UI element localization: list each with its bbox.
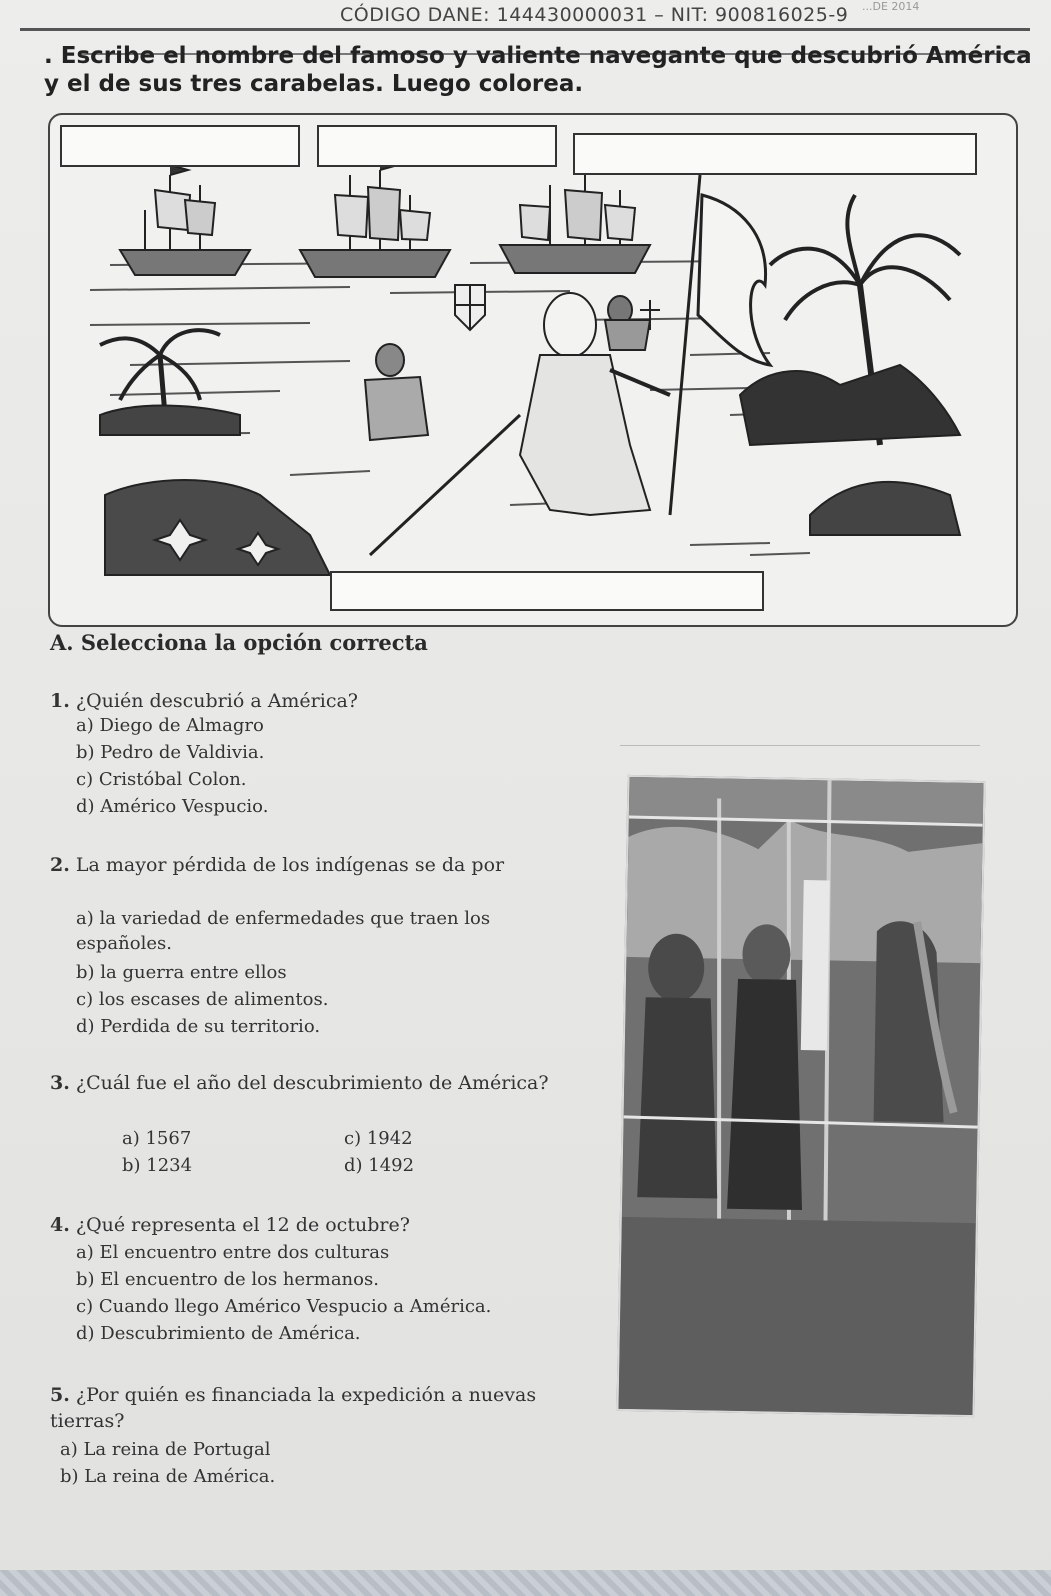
q4-option-d[interactable]: d) Descubrimiento de América. [76,1323,361,1344]
foliage-drawing [105,480,330,575]
question-5 [50,1382,570,1434]
q3-option-a[interactable]: a) 1567 [122,1128,192,1149]
columbus-landing-illustration [48,113,1018,627]
q4-option-b[interactable]: b) El encuentro de los hermanos. [76,1269,379,1290]
question-2 [50,852,570,878]
q2-option-a[interactable]: a) la variedad de enfermedades que traen los españoles. [76,908,491,954]
q1-option-a[interactable]: a) Diego de Almagro [76,715,264,736]
q3-option-b[interactable]: b) 1234 [122,1155,193,1176]
caravel-1-drawing [120,165,250,275]
left-palm-drawing [100,330,240,435]
q2-option-d[interactable]: d) Perdida de su territorio. [76,1016,321,1037]
q2-option-b[interactable]: b) la guerra entre ellos [76,962,287,983]
question-number: 5. [50,1384,70,1406]
question-4 [50,1212,410,1238]
palm-trees-drawing [740,195,960,535]
navigator-name-box[interactable] [330,571,764,611]
ship-name-box-2[interactable] [317,125,557,167]
question-text: ¿Cuál fue el año del descubrimiento de América? [75,1072,549,1094]
question-number: 1. [50,690,70,712]
q3-option-c[interactable]: c) 1942 [344,1128,413,1149]
q4-option-c[interactable]: c) Cuando llego Américo Vespucio a América. [76,1296,492,1317]
school-code-header: CÓDIGO DANE: 144430000031 – NIT: 900816025-9 [340,4,849,26]
section-a-title: A. Selecciona la opción correcta [50,630,428,655]
question-number: 2. [50,854,70,876]
q1-option-d[interactable]: d) Américo Vespucio. [76,796,269,817]
caravel-3-drawing [500,170,650,273]
encounter-photo-drawing [619,777,984,1415]
q1-option-c[interactable]: c) Cristóbal Colon. [76,769,247,790]
monk-drawing [605,296,660,350]
kneeling-soldier-drawing [365,344,428,440]
q2-option-c[interactable]: c) los escases de alimentos. [76,989,329,1010]
encounter-photo [616,775,985,1417]
caravel-2-drawing [300,160,450,277]
shield-drawing [455,285,485,330]
illustration-drawing [50,115,1016,625]
faded-header-text: ...DE 2014 [862,0,920,13]
paper-edge-line [620,745,980,754]
question-text: ¿Quién descubrió a América? [75,690,358,712]
question-number: 4. [50,1214,70,1236]
ship-name-box-1[interactable] [60,125,300,167]
ship-name-box-3[interactable] [573,133,977,175]
q3-option-d[interactable]: d) 1492 [344,1155,415,1176]
q5-option-a[interactable]: a) La reina de Portugal [60,1439,271,1460]
question-text: ¿Qué representa el 12 de octubre? [75,1214,410,1236]
question-text: La mayor pérdida de los indígenas se da por [75,854,505,876]
activity-instruction: . Escribe el nombre del famoso y valiente navegante que descubrió América y el de sus tres carabelas. Luego colorea. [44,43,1032,97]
question-text: ¿Por quién es financiada la expedición a nuevas tierras? [50,1384,537,1432]
question-3 [50,1070,570,1096]
q1-option-b[interactable]: b) Pedro de Valdivia. [76,742,265,763]
header-rule [20,28,1030,31]
question-1 [50,688,358,714]
q5-option-b[interactable]: b) La reina de América. [60,1466,276,1487]
flag-drawing [670,175,770,515]
question-number: 3. [50,1072,70,1094]
q4-option-a[interactable]: a) El encuentro entre dos culturas [76,1242,390,1263]
fabric-background [0,1570,1051,1596]
